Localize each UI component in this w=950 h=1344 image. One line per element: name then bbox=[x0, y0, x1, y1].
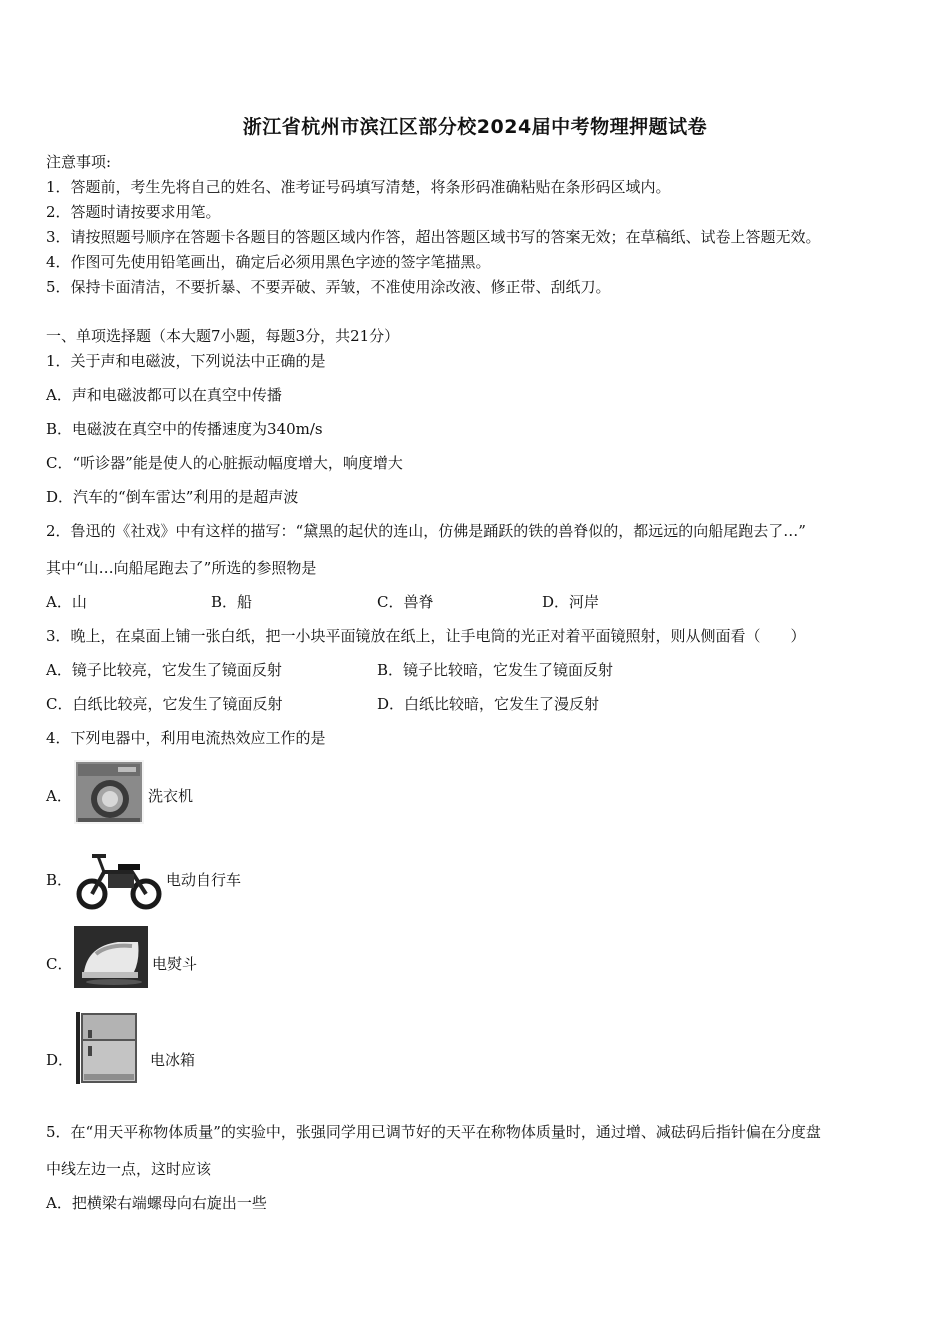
question-4-option-a-letter: A． bbox=[46, 787, 72, 805]
question-4-option-c-label: 电熨斗 bbox=[152, 955, 198, 973]
page-title: 浙江省杭州市滨江区部分校2024届中考物理押题试卷 bbox=[242, 116, 708, 138]
question-4-option-d-letter: D． bbox=[46, 1051, 74, 1069]
notes-item: 3．请按照题号顺序在答题卡各题目的答题区域内作答，超出答题区域书写的答案无效；在草稿纸、试卷上答题无效。 bbox=[46, 228, 821, 246]
notes-item: 2．答题时请按要求用笔。 bbox=[46, 203, 221, 221]
question-2-stem-line1: 2．鲁迅的《社戏》中有这样的描写：“黛黑的起伏的连山，仿佛是踊跃的铁的兽脊似的，都远远的向船尾跑去了…” bbox=[46, 522, 806, 540]
question-1-option-c: C．“听诊器”能是使人的心脏振动幅度增大，响度增大 bbox=[46, 454, 403, 472]
notes-item: 5．保持卡面清洁，不要折暴、不要弄破、弄皱，不准使用涂改液、修正带、刮纸刀。 bbox=[46, 278, 611, 296]
question-2-option-c: C．兽脊 bbox=[377, 593, 434, 611]
question-1-stem: 1．关于声和电磁波，下列说法中正确的是 bbox=[46, 352, 326, 370]
question-3-option-d: D．白纸比较暗，它发生了漫反射 bbox=[377, 695, 600, 713]
electric-bike-photo-icon bbox=[74, 850, 164, 910]
notes-item: 1．答题前，考生先将自己的姓名、准考证号码填写清楚，将条形码准确粘贴在条形码区域内。 bbox=[46, 178, 671, 196]
question-4-option-c-letter: C． bbox=[46, 955, 73, 973]
question-1-option-b: B．电磁波在真空中的传播速度为340m/s bbox=[46, 420, 323, 438]
question-1-option-a: A．声和电磁波都可以在真空中传播 bbox=[46, 386, 282, 404]
question-3-option-b: B．镜子比较暗，它发生了镜面反射 bbox=[377, 661, 614, 679]
question-2-option-d: D．河岸 bbox=[542, 593, 600, 611]
question-4-option-d-label: 电冰箱 bbox=[150, 1051, 196, 1069]
washing-machine-photo-icon bbox=[74, 760, 144, 824]
refrigerator-photo-icon bbox=[74, 1012, 140, 1084]
question-5-stem-line2: 中线左边一点，这时应该 bbox=[46, 1160, 212, 1178]
question-3-option-c: C．白纸比较亮，它发生了镜面反射 bbox=[46, 695, 283, 713]
question-4-option-b-letter: B． bbox=[46, 871, 73, 889]
question-5-stem-line1: 5．在“用天平称物体质量”的实验中，张强同学用已调节好的天平在称物体质量时，通过增、减砝码后指针偏在分度盘 bbox=[46, 1123, 821, 1141]
question-2-option-b: B．船 bbox=[211, 593, 253, 611]
question-2-stem-line2: 其中“山…向船尾跑去了”所选的参照物是 bbox=[46, 559, 317, 577]
question-4-stem: 4．下列电器中，利用电流热效应工作的是 bbox=[46, 729, 326, 747]
question-4-option-a-label: 洗衣机 bbox=[148, 787, 194, 805]
section-heading: 一、单项选择题（本大题7小题，每题3分，共21分） bbox=[46, 327, 400, 345]
question-5-option-a: A．把横梁右端螺母向右旋出一些 bbox=[46, 1194, 267, 1212]
question-3-stem: 3．晚上，在桌面上铺一张白纸，把一小块平面镜放在纸上，让手电筒的光正对着平面镜照射，则从侧面看（ ） bbox=[46, 627, 806, 645]
electric-iron-photo-icon bbox=[74, 926, 148, 988]
question-4-option-b-label: 电动自行车 bbox=[166, 871, 242, 889]
notes-heading: 注意事项: bbox=[46, 153, 112, 171]
question-2-option-a: A．山 bbox=[46, 593, 87, 611]
question-3-option-a: A．镜子比较亮，它发生了镜面反射 bbox=[46, 661, 282, 679]
notes-item: 4．作图可先使用铅笔画出，确定后必须用黑色字迹的签字笔描黑。 bbox=[46, 253, 491, 271]
question-1-option-d: D．汽车的“倒车雷达”利用的是超声波 bbox=[46, 488, 299, 506]
